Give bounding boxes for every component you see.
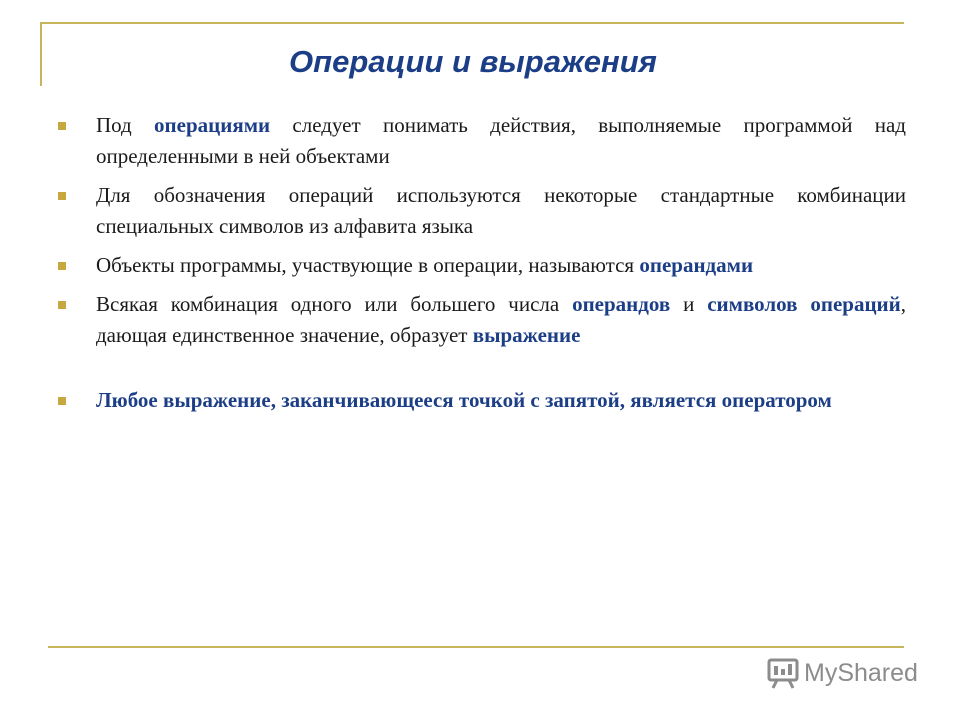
square-bullet-icon [58,397,66,405]
bottom-rule [48,646,904,648]
bullet-text: , дающая единственное значение, образует [96,292,906,347]
bullet-item [58,250,906,281]
slide-title: Операции и выражения [289,44,657,79]
square-bullet-icon [58,192,66,200]
bullet-item [58,385,906,416]
bullet-text: Всякая комбинация одного или большего числа [96,292,573,316]
bullet-text: Для обозначения операций используются некоторые стандартные комбинации специальных символов из алфавита языка [96,183,906,238]
bullet-item [58,289,906,351]
bullet-item [58,180,906,242]
term-operands: операндами [639,253,754,277]
square-bullet-icon [58,262,66,270]
watermark-text: MyShared [804,658,918,687]
term-statement-definition: Любое выражение, заканчивающееся точкой с запятой, является оператором [96,388,832,412]
bullet-text: и [670,292,708,316]
term-operation-symbols: символов операций [707,292,901,316]
term-operations: операциями [154,113,271,137]
bullet-item [58,110,906,172]
bullet-text: следует понимать действия, выполняемые программой над определенными в ней объектами [96,113,906,168]
square-bullet-icon [58,122,66,130]
term-expression: выражение [472,323,581,347]
bullet-list [58,110,906,424]
term-operands-genitive: операндов [572,292,671,316]
watermark-logo [766,656,918,690]
bullet-text: Под [96,113,155,137]
presentation-board-icon [766,656,800,690]
bullet-text: Объекты программы, участвующие в операции, называются [96,253,640,277]
square-bullet-icon [58,301,66,309]
top-rule [40,22,904,24]
